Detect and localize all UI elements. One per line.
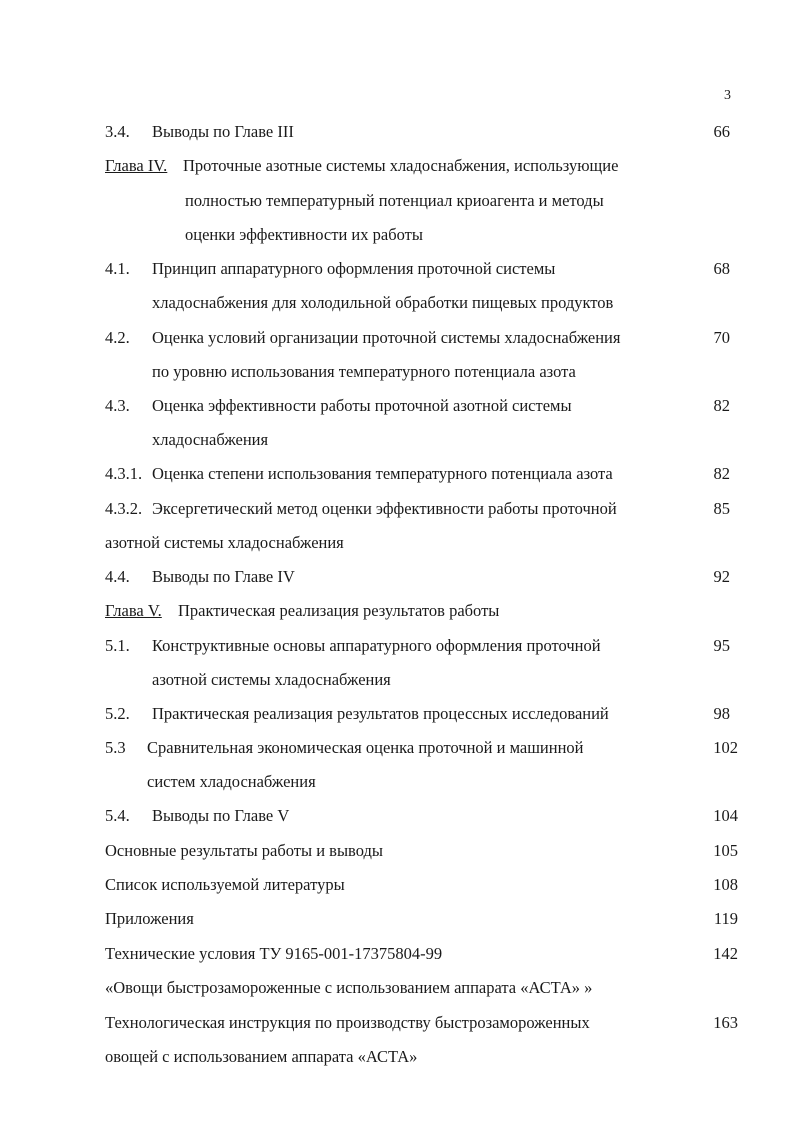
- toc-entry-title: Оценка условий организации проточной системы хладоснабжения: [152, 328, 621, 347]
- toc-entry-title: Технологическая инструкция по производству быстрозамороженных: [105, 1013, 590, 1032]
- toc-page-number: 95: [713, 636, 730, 655]
- toc-entry-title-cont: хладоснабжения для холодильной обработки пищевых продуктов: [152, 293, 614, 312]
- toc-page-number: 82: [713, 464, 730, 483]
- page-number: 3: [724, 88, 731, 103]
- toc-entry-title-cont: оценки эффективности их работы: [185, 225, 423, 244]
- toc-page-number: 102: [713, 738, 738, 757]
- toc-entry-title: Технические условия ТУ 9165-001-17375804-99: [105, 944, 443, 963]
- toc-page-number: 66: [713, 122, 730, 141]
- toc-section-number: 4.1.: [105, 259, 130, 278]
- toc-page-number: 104: [713, 806, 738, 825]
- toc-section-number: 4.3.: [105, 396, 130, 415]
- toc-entry-title: Выводы по Главе IV: [152, 567, 295, 586]
- toc-page-number: 108: [713, 875, 738, 894]
- toc-section-number: 5.4.: [105, 806, 130, 825]
- toc-page-number: 105: [713, 841, 738, 860]
- toc-entry-title-cont: азотной системы хладоснабжения: [152, 670, 391, 689]
- toc-section-number: 4.3.1.: [105, 464, 143, 483]
- toc-page-number: 68: [713, 259, 730, 278]
- toc-entry-title: Выводы по Главе V: [152, 806, 290, 825]
- toc-entry-title: Оценка эффективности работы проточной азотной системы: [152, 396, 572, 415]
- toc-entry-title-cont: по уровню использования температурного потенциала азота: [152, 362, 576, 381]
- toc-chapter-label: Глава IV.: [105, 156, 168, 175]
- toc-entry-title: Практическая реализация результатов процессных исследований: [152, 704, 609, 723]
- toc-section-number: 4.3.2.: [105, 499, 143, 518]
- toc-entry-title-cont: азотной системы хладоснабжения: [105, 533, 344, 552]
- toc-entry-title: Список используемой литературы: [105, 875, 345, 894]
- toc-page-number: 98: [713, 704, 730, 723]
- toc-entry-title-cont: хладоснабжения: [152, 430, 269, 449]
- toc-section-number: 3.4.: [105, 122, 130, 141]
- toc-entry-title-cont: «Овощи быстрозамороженные с использованием аппарата «АСТА» »: [105, 978, 593, 997]
- toc-entry-title-cont: полностью температурный потенциал криоагента и методы: [185, 191, 604, 210]
- toc-chapter-label: Глава V.: [105, 601, 162, 620]
- toc-entry-title: Конструктивные основы аппаратурного оформления проточной: [152, 636, 601, 655]
- toc-entry-title: Практическая реализация результатов работы: [178, 601, 500, 620]
- toc-page-number: 142: [713, 944, 738, 963]
- toc-page-number: 119: [713, 909, 738, 928]
- toc-entry-title: Проточные азотные системы хладоснабжения, использующие: [183, 156, 619, 175]
- toc-entry-title: Приложения: [105, 909, 194, 928]
- toc-entry-title: Выводы по Главе III: [152, 122, 294, 141]
- toc-section-number: 5.3: [105, 738, 126, 757]
- toc-page-number: 163: [713, 1013, 738, 1032]
- toc-page-number: 82: [713, 396, 730, 415]
- toc-page-number: 85: [713, 499, 730, 518]
- toc-entry-title: Основные результаты работы и выводы: [105, 841, 383, 860]
- toc-page-number: 92: [713, 567, 730, 586]
- toc-entry-title: Эксергетический метод оценки эффективности работы проточной: [152, 499, 617, 518]
- toc-entry-title: Принцип аппаратурного оформления проточной системы: [152, 259, 556, 278]
- toc-entry-title-cont: овощей с использованием аппарата «АСТА»: [105, 1047, 418, 1066]
- toc-section-number: 5.2.: [105, 704, 130, 723]
- toc-entry-title-cont: систем хладоснабжения: [147, 772, 316, 791]
- toc-section-number: 4.4.: [105, 567, 130, 586]
- toc-page-number: 70: [713, 328, 730, 347]
- toc-section-number: 5.1.: [105, 636, 130, 655]
- toc-section-number: 4.2.: [105, 328, 130, 347]
- toc-entry-title: Оценка степени использования температурного потенциала азота: [152, 464, 613, 483]
- toc-entry-title: Сравнительная экономическая оценка проточной и машинной: [147, 738, 584, 757]
